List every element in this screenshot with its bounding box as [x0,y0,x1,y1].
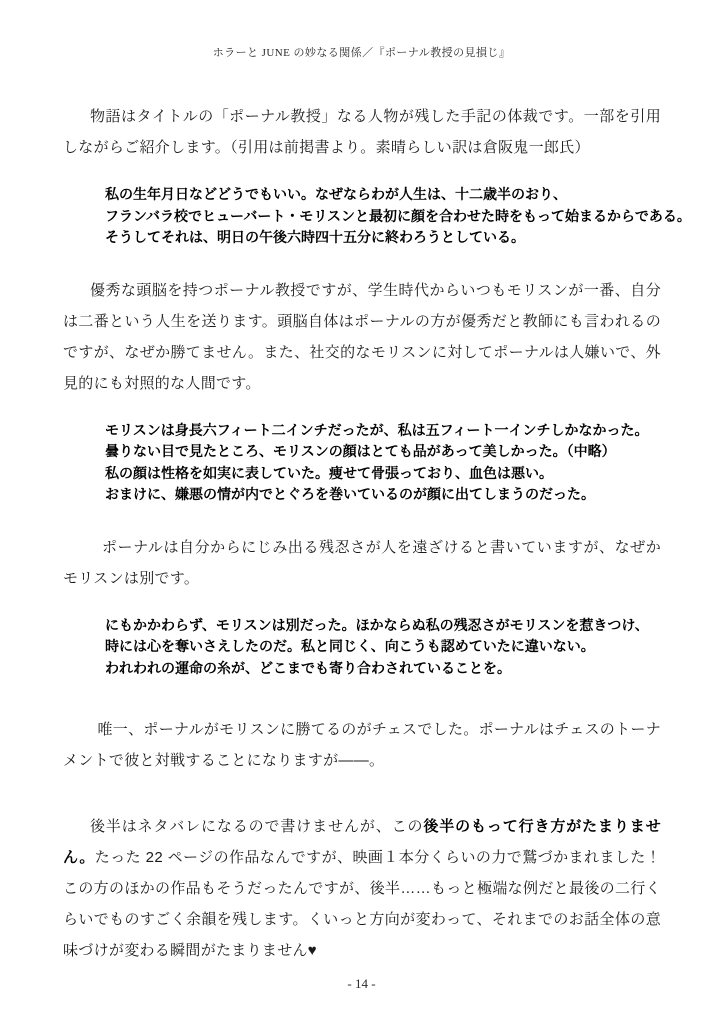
quote-block-appearance [105,420,651,506]
page-number: - 14 - [347,976,376,991]
conclusion-text-pre: 後半はネタバレになるので書けませんが、この [90,818,424,835]
quote-line: われわれの運命の糸が、どこまでも寄り合わされていることを。 [105,659,511,676]
paragraph-chess: 唯一、ポーナルがモリスンに勝てるのがチェスでした。ポーナルはチェスのトーナメントで彼と対戦することになりますが――。 [63,721,661,769]
quote-line: 私の生年月日などどうでもいい。なぜならわが人生は、十二歳半のおり、 [105,186,567,202]
conclusion-text-bold: 後半のもって行き方がたまりません。 [63,818,661,866]
quote-line: 時には心を奪いさえしたのだ。私と同じく、向こうも認めていたに違いない。 [105,638,595,654]
quote-line: にもかかわらず、モリスンは別だった。ほかならぬ私の残忍さがモリスンを惹きつけ、 [105,616,649,633]
quote-line: フランバラ校でヒューバート・モリスンと最初に顔を合わせた時をもって始まるからである。 [105,207,691,224]
paragraph-cruelty: ポーナルは自分からにじみ出る残忍さが人を遠ざけると書いていますが、なぜかモリスンは別です。 [63,538,661,587]
quote-line: おまけに、嫌悪の情が内でとぐろを巻いているのが顔に出てしまうのだった。 [105,486,595,502]
quote-line: 私の顔は性格を如実に表していた。痩せて骨張っており、血色は悪い。 [105,464,553,481]
quote-line: 曇りない目で見たところ、モリスンの顔はとても品があって美しかった。（中略） [105,443,616,459]
document-body [0,101,723,966]
page-header-title: ホラーと JUNE の妙なる関係／『ポーナル教授の見損じ』 [212,47,511,59]
paragraph-intro: 物語はタイトルの「ポーナル教授」なる人物が残した手記の体裁です。一部を引用しながらご紹介します。（引用は前掲書より。素晴らしい訳は倉阪鬼一郎氏） [63,108,661,156]
quote-line: モリスンは身長六フィート二インチだったが、私は五フィート一インチしかなかった。 [105,421,649,438]
paragraph-conclusion [63,811,677,966]
conclusion-text-post: たった 22 ページの作品なんですが、映画１本分くらいの力で鷲づかまれました！ この方のほかの作品もそうだったんですが、後半……もっと極端な例だと最後の二行くらいでものすごく余韻を残します。くいっと方向が変わって、それまでのお話全体の意味づけが変わる瞬間がたまりません♥ [63,849,677,959]
quote-block-diary-opening [105,184,691,249]
quote-block-attraction [105,615,651,680]
quote-line: そうしてそれは、明日の午後六時四十五分に終わろうとしている。 [105,229,525,245]
paragraph-professor: 優秀な頭脳を持つポーナル教授ですが、学生時代からいつもモリスンが一番、自分は二番という人生を送ります。頭脳自体はポーナルの方が優秀だと教師にも言われるのですが、なぜか勝てません。また、社交的なモリスンに対してポーナルは人嫌いで、外見的にも対照的な人間です。 [63,281,661,392]
